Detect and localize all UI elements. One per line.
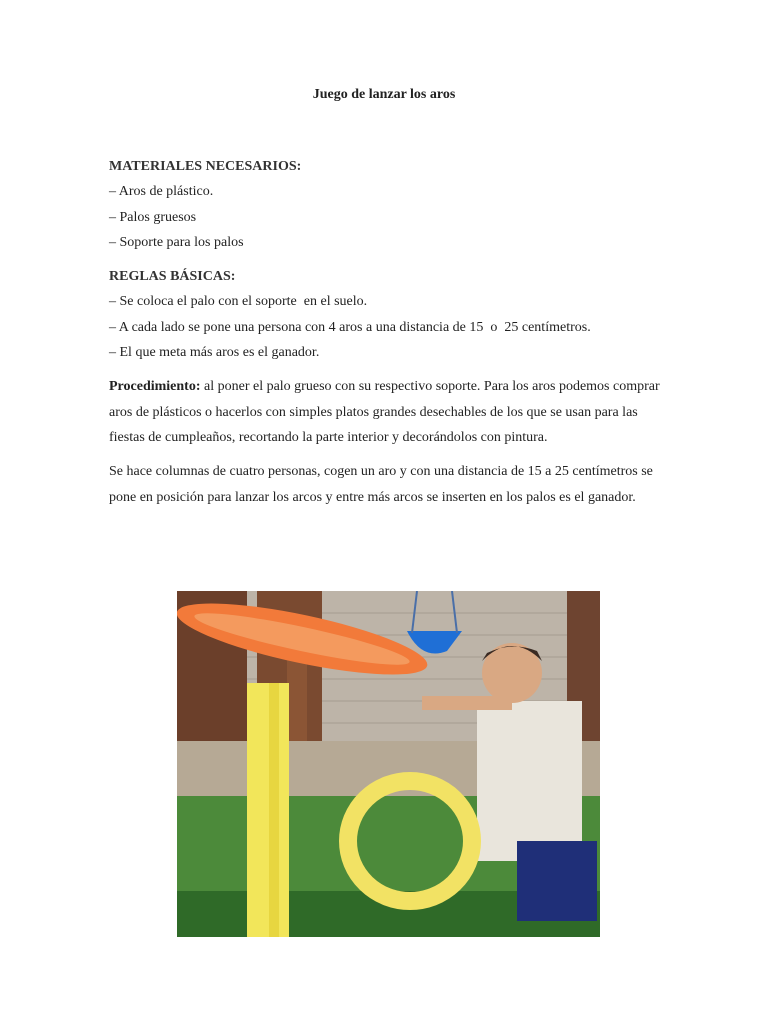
rules-item: – Se coloca el palo con el soporte en el suelo. bbox=[109, 294, 368, 310]
second-paragraph: Se hace columnas de cuatro personas, cogen un aro y con una distancia de 15 a 25 centímetros se pone en posición para lanzar los arcos y entre más arcos se inserten en los palos es el ganador. bbox=[109, 464, 653, 505]
spacer bbox=[109, 255, 669, 264]
photo-boy-throwing-rings bbox=[177, 591, 600, 937]
procedure-paragraph bbox=[109, 374, 669, 450]
procedure-lead: Procedimiento: bbox=[109, 379, 201, 395]
spacer bbox=[109, 365, 669, 374]
materials-item: – Palos gruesos bbox=[109, 209, 197, 225]
rules-item: – A cada lado se pone una persona con 4 aros a una distancia de 15 o 25 centímetros. bbox=[109, 319, 591, 335]
rules-heading: REGLAS BÁSICAS: bbox=[109, 269, 236, 285]
materials-item: – Aros de plástico. bbox=[109, 184, 214, 200]
materials-heading: MATERIALES NECESARIOS: bbox=[109, 159, 302, 174]
spacer bbox=[109, 450, 669, 459]
procedure-text: al poner el palo grueso con su respectivo soporte. Para los aros podemos comprar aros de plásticos o hacerlos con simples platos grandes desechables de los que se usan para las fiestas de cumpleaños, recortando la parte interior y decorándolos con pintura. bbox=[109, 379, 660, 445]
materials-item: – Soporte para los palos bbox=[109, 234, 244, 250]
document-body bbox=[109, 154, 669, 510]
rules-item: – El que meta más aros es el ganador. bbox=[109, 345, 320, 361]
page-title: Juego de lanzar los aros bbox=[312, 87, 456, 102]
